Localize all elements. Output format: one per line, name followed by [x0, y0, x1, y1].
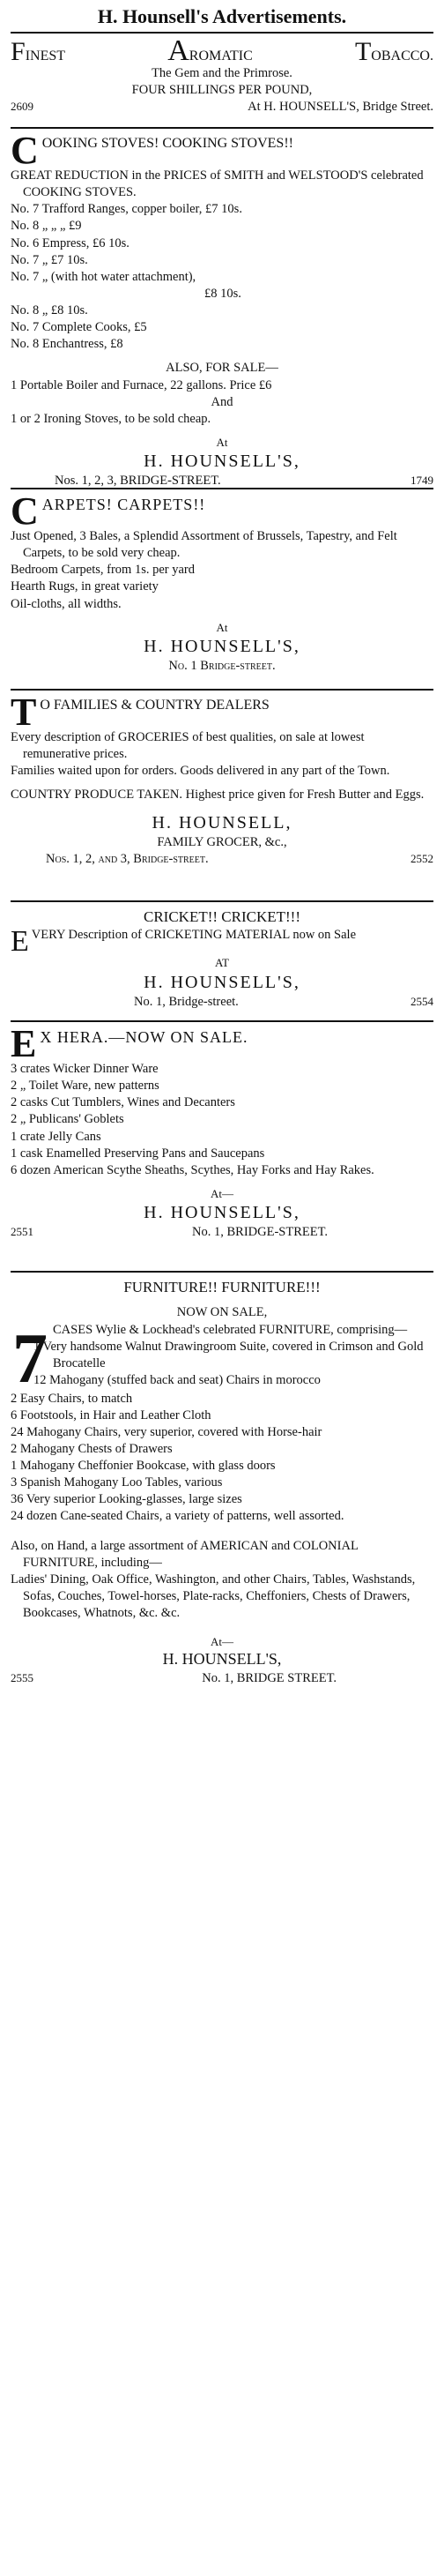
furniture-intro: CASES Wylie & Lockhead's celebrated FURNITURE, comprising—	[53, 1322, 408, 1337]
stoves-also: ALSO, FOR SALE—	[166, 361, 278, 376]
cricket-address: No. 1, Bridge-street.	[134, 994, 239, 1009]
stoves-at: At	[216, 435, 228, 449]
ad-furniture	[11, 1273, 433, 1832]
carpets-address: No. 1 Bridge-street.	[168, 659, 276, 674]
list-item: 2 Easy Chairs, to match	[11, 1391, 133, 1406]
list-item: 3 Spanish Mahogany Loo Tables, various	[11, 1475, 223, 1490]
cricket-title: CRICKET!! CRICKET!!!	[143, 908, 300, 925]
drop-cap: T	[11, 691, 37, 734]
list-item: 6 Footstools, in Hair and Leather Cloth	[11, 1407, 211, 1422]
furniture-list2: Ladies' Dining, Oak Office, Washington, and other Chairs, Tables, Washstands, Sofas, Couches, Towel-horses, Plate-racks, Cheffoniers, Chests of Drawers, Bookcases, Whatnots, &c. &c.	[11, 1572, 416, 1621]
carpets-title-text: ARPETS! CARPETS!!	[41, 496, 206, 513]
list-item: 24 Mahogany Chairs, very superior, covered with Horse-hair	[11, 1424, 322, 1439]
list-item: No. 8 Enchantress, £8	[11, 337, 123, 352]
ad-ref-number: 2551	[11, 1225, 33, 1239]
tobacco-price: FOUR SHILLINGS PER POUND,	[131, 83, 313, 98]
tobacco-brands: The Gem and the Primrose.	[152, 66, 292, 81]
list-item: 1 Mahogany Cheffonier Bookcase, with glass doors	[11, 1459, 276, 1474]
list-item: Bedroom Carpets, from 1s. per yard	[11, 563, 195, 578]
ad-cricket	[11, 902, 433, 1022]
page-title: H. Hounsell's Advertisements.	[97, 5, 347, 27]
carpets-title	[11, 489, 433, 533]
furniture-name: H. HOUNSELL'S,	[162, 1650, 282, 1669]
drop-cap: E	[11, 1022, 37, 1065]
hera-name: H. HOUNSELL'S,	[144, 1203, 300, 1223]
drop-cap: 7	[12, 1319, 48, 1398]
ad-tobacco	[11, 34, 433, 129]
list-item: No. 8 „ £8 10s.	[11, 303, 88, 317]
list-item: Hearth Rugs, in great variety	[11, 579, 159, 594]
list-item: 36 Very superior Looking-glasses, large sizes	[11, 1492, 242, 1507]
ad-ref-number: 2609	[11, 100, 33, 114]
hera-title	[11, 1022, 433, 1065]
drop-cap: C	[11, 489, 39, 533]
list-item: No. 7 „ £7 10s.	[11, 252, 88, 267]
hera-address-row	[11, 1224, 433, 1241]
stoves-address: Nos. 1, 2, 3, BRIDGE-STREET.	[55, 474, 221, 489]
tobacco-title	[11, 34, 433, 67]
ad-ref-number: 2552	[411, 852, 433, 866]
list-item: 12 Mahogany (stuffed back and seat) Chairs in morocco	[33, 1372, 321, 1387]
ad-ex-hera	[11, 1022, 433, 1273]
cricket-at: AT	[215, 956, 229, 970]
drop-cap: C	[11, 129, 39, 172]
list-item: 2 casks Cut Tumblers, Wines and Decanters	[11, 1095, 235, 1110]
families-title-text: O FAMILIES & COUNTRY DEALERS	[40, 698, 270, 713]
ad-ref-number: 2554	[411, 994, 433, 1008]
drop-cap: E	[11, 925, 29, 959]
stoves-title-text: OOKING STOVES! COOKING STOVES!!	[41, 136, 293, 151]
list-item: No. 7 Complete Cooks, £5	[11, 320, 147, 335]
title-word: INEST	[25, 49, 66, 63]
list-item: No. 7 Trafford Ranges, copper boiler, £7 10s.	[11, 202, 242, 217]
stoves-address-row	[11, 473, 433, 489]
families-address: Nos. 1, 2, and 3, Bridge-street.	[46, 852, 209, 867]
furniture-address-row	[11, 1670, 433, 1687]
list-item: 1 Very handsome Walnut Drawingroom Suite, covered in Crimson and Gold Brocatelle	[33, 1339, 424, 1370]
list-item: 1 cask Enamelled Preserving Pans and Saucepans	[11, 1146, 265, 1161]
drop-cap: F	[11, 37, 26, 66]
carpets-intro: Just Opened, 3 Bales, a Splendid Assortment of Brussels, Tapestry, and Felt Carpets, to be sold very cheap.	[11, 529, 397, 561]
tobacco-address: At H. HOUNSELL'S, Bridge Street.	[248, 100, 433, 115]
stoves-intro: GREAT REDUCTION in the PRICES of SMITH and WELSTOOD'S celebrated COOKING STOVES.	[11, 168, 424, 200]
list-item: 1 crate Jelly Cans	[11, 1129, 101, 1144]
hera-list	[11, 1061, 433, 1146]
families-p1: Every description of GROCERIES of best qualities, on sale at lowest remunerative prices.	[11, 730, 365, 762]
title-word: OBACCO.	[371, 49, 433, 63]
cricket-body-wrap	[11, 925, 433, 959]
cricket-body: VERY Description of CRICKETING MATERIAL now on Sale	[31, 928, 357, 943]
ad-ref-number: 2555	[11, 1671, 33, 1685]
list-item: 24 dozen Cane-seated Chairs, a variety of patterns, well assorted.	[11, 1509, 344, 1524]
furniture-also: Also, on Hand, a large assortment of AMERICAN and COLONIAL FURNITURE, including—	[11, 1538, 359, 1570]
ad-carpets	[11, 489, 433, 691]
ad-ref-number: 1749	[411, 474, 433, 488]
title-word: ROMATIC	[189, 49, 253, 63]
furniture-intro-wrap	[11, 1319, 433, 1398]
families-title	[11, 691, 433, 734]
carpets-name: H. HOUNSELL'S,	[144, 636, 300, 656]
ad-cooking-stoves	[11, 129, 433, 489]
stoves-boiler: 1 Portable Boiler and Furnace, 22 gallons. Price £6	[11, 377, 272, 392]
list-item: No. 7 „ (with hot water attachment),	[11, 269, 196, 284]
families-produce: COUNTRY PRODUCE TAKEN. Highest price given for Fresh Butter and Eggs.	[11, 788, 425, 803]
cricket-address-row	[11, 994, 433, 1011]
list-item: 2 Mahogany Chests of Drawers	[11, 1441, 173, 1456]
list-item: £8 10s.	[204, 286, 241, 301]
tobacco-address-row	[11, 99, 433, 116]
stoves-and: And	[211, 394, 233, 409]
drop-cap: T	[354, 37, 372, 66]
furniture-address: No. 1, BRIDGE STREET.	[202, 1671, 337, 1686]
stoves-ironing: 1 or 2 Ironing Stoves, to be sold cheap.	[11, 411, 211, 426]
carpets-at: At	[216, 620, 228, 634]
furniture-now: NOW ON SALE,	[176, 1305, 268, 1320]
cricket-name: H. HOUNSELL'S,	[144, 972, 300, 992]
hera-at: At—	[211, 1186, 233, 1200]
families-p2: Families waited upon for orders. Goods delivered in any part of the Town.	[11, 764, 390, 779]
drop-cap: A	[167, 34, 189, 67]
stoves-name: H. HOUNSELL'S,	[144, 452, 300, 472]
families-address-row	[11, 851, 433, 868]
page-header	[11, 0, 433, 34]
list-item: No. 6 Empress, £6 10s.	[11, 235, 130, 250]
hera-title-text: X HERA.—NOW ON SALE.	[40, 1028, 248, 1046]
furniture-at: At—	[211, 1635, 233, 1649]
list-item: 2 „ Publicans' Goblets	[11, 1112, 124, 1127]
list-item: No. 8 „ „ „ £9	[11, 219, 82, 234]
furniture-title: FURNITURE!! FURNITURE!!!	[123, 1279, 321, 1295]
list-item: 2 „ Toilet Ware, new patterns	[11, 1079, 159, 1094]
list-item: 6 dozen American Scythe Sheaths, Scythes, Hay Forks and Hay Rakes.	[11, 1162, 374, 1177]
stoves-title	[11, 129, 433, 172]
stoves-list	[11, 201, 433, 353]
list-item: 3 crates Wicker Dinner Ware	[11, 1062, 159, 1076]
families-name: H. HOUNSELL,	[152, 812, 292, 833]
list-item: Oil-cloths, all widths.	[11, 596, 122, 611]
ad-families	[11, 691, 433, 902]
families-role: FAMILY GROCER, &c.,	[157, 834, 287, 849]
advertisement-page	[11, 0, 433, 1832]
hera-address: No. 1, BRIDGE-STREET.	[192, 1225, 328, 1240]
